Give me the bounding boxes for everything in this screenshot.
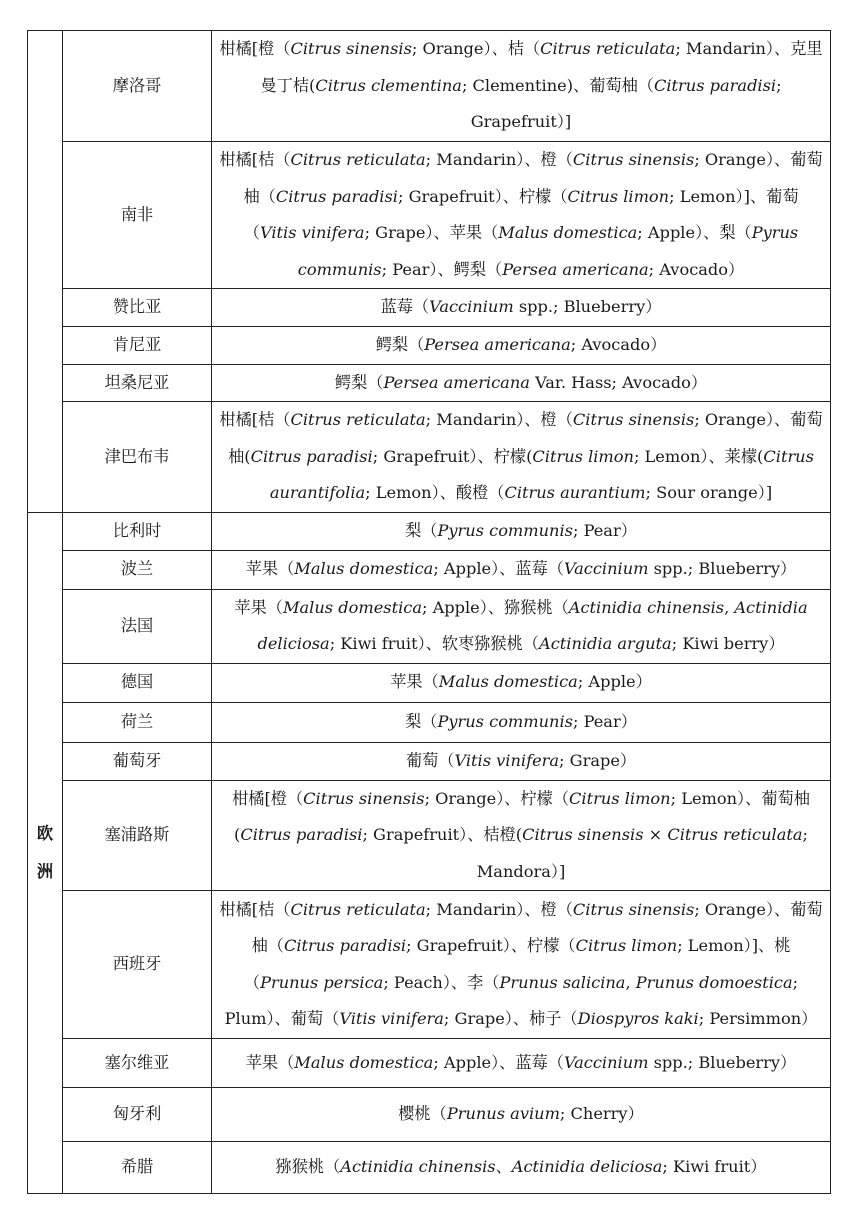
fruit-text: 柑橘[桔（ — [219, 899, 291, 919]
scientific-name: Citrus sinensis — [572, 150, 695, 169]
fruit-text: ; Orange）、桔（ — [411, 39, 541, 59]
region-cell — [28, 512, 63, 1194]
fruit-text: ; Pear）、鳄梨（ — [381, 259, 503, 279]
fruit-text: ; Grapefruit）、桔橙( — [362, 825, 523, 844]
fruit-text: ; Grape） — [559, 750, 637, 770]
scientific-name: Vitis vinifera — [339, 1009, 444, 1028]
country-cell: 西班牙 — [63, 891, 212, 1039]
fruit-text: ; Pear） — [572, 711, 637, 731]
table-row — [28, 327, 831, 365]
scientific-name: Citrus sinensis — [572, 899, 695, 919]
scientific-name: Citrus clementina — [315, 75, 462, 95]
scientific-name: Vitis vinifera — [259, 223, 365, 242]
table-row — [28, 364, 831, 402]
fruit-text: ; Lemon）]、葡萄（ — [243, 186, 799, 242]
fruit-text: ; Orange）、葡萄柚（ — [251, 899, 823, 955]
fruit-text: ; Persimmon） — [698, 1009, 818, 1028]
fruit-text: , — [625, 972, 636, 992]
fruit-text: ; Apple）、梨（ — [637, 223, 752, 242]
scientific-name: Persea americana — [424, 335, 571, 354]
table-row — [28, 780, 831, 891]
scientific-name: Pyrus communis — [437, 520, 573, 540]
fruit-text: 苹果（ — [390, 672, 439, 692]
fruit-text: 樱桃（ — [398, 1104, 447, 1124]
scientific-name: Persea americana — [383, 372, 530, 392]
fruit-text: ; Sour orange）] — [645, 483, 773, 502]
scientific-name: Actinidia deliciosa — [511, 1157, 663, 1177]
table-row — [28, 1142, 831, 1194]
fruit-text: 蓝莓（ — [380, 297, 430, 317]
fruit-text: spp.; Blueberry） — [648, 559, 797, 579]
country-cell: 匈牙利 — [63, 1088, 212, 1142]
table-row — [28, 550, 831, 589]
country-cell: 波兰 — [63, 550, 212, 589]
fruit-text: ; Plum）、葡萄（ — [224, 972, 799, 1028]
fruit-list-cell — [212, 512, 831, 550]
scientific-name: Vaccinium — [429, 297, 514, 317]
scientific-name: Citrus limon — [567, 186, 670, 206]
fruit-text: ; Mandora）] — [476, 825, 808, 881]
fruit-list-cell — [212, 289, 831, 327]
scientific-name: Diospyros kaki — [577, 1009, 699, 1028]
scientific-name: Citrus limon — [532, 446, 634, 466]
fruit-text: ; Grapefruit）、柠檬（ — [406, 936, 576, 955]
fruit-list-cell — [212, 1088, 831, 1142]
fruit-text: ; Kiwi fruit） — [662, 1157, 767, 1177]
country-cell: 德国 — [63, 663, 212, 702]
fruit-text: ; Lemon）、酸橙（ — [365, 483, 505, 502]
fruit-list-cell — [212, 1142, 831, 1194]
fruit-text: ; Apple）、蓝莓（ — [433, 559, 564, 579]
fruit-text: ; Cherry） — [559, 1104, 644, 1124]
country-cell: 摩洛哥 — [63, 31, 212, 142]
scientific-name: Persea americana — [502, 259, 649, 279]
fruit-text: ; Grapefruit）、柠檬( — [372, 446, 533, 466]
fruit-import-table — [27, 30, 831, 1194]
table-row — [28, 742, 831, 780]
fruit-text: ; Grapefruit）] — [470, 75, 782, 132]
fruit-list-cell — [212, 31, 831, 142]
scientific-name: Prunus avium — [446, 1104, 560, 1124]
fruit-text: ; Mandarin）、克里曼丁桔( — [260, 39, 823, 95]
fruit-text: ; Mandarin）、橙（ — [425, 410, 573, 429]
fruit-text: ; Apple）、猕猴桃（ — [421, 597, 569, 617]
fruit-text: 鳄梨（ — [375, 335, 425, 354]
table-body — [28, 31, 831, 1194]
table-row — [28, 402, 831, 513]
fruit-text: ; Clementine)、葡萄柚（ — [461, 75, 654, 95]
country-cell: 塞尔维亚 — [63, 1039, 212, 1088]
scientific-name: Malus domestica — [294, 1052, 434, 1072]
fruit-text: 鳄梨（ — [334, 372, 384, 392]
scientific-name: Citrus sinensis — [522, 825, 644, 844]
fruit-text: 苹果（ — [234, 597, 283, 617]
fruit-text: Var. Hass; Avocado） — [529, 372, 708, 392]
fruit-list-cell — [212, 364, 831, 402]
country-cell: 荷兰 — [63, 702, 212, 742]
scientific-name: Actinidia arguta — [539, 634, 672, 653]
scientific-name: Malus domestica — [438, 672, 578, 692]
fruit-text: ; Grape）、柿子（ — [443, 1009, 578, 1028]
scientific-name: Citrus paradisi — [653, 75, 777, 95]
table-row — [28, 1088, 831, 1142]
scientific-name: Prunus domoestica — [635, 972, 793, 992]
fruit-text: 柑橘[桔（ — [219, 150, 291, 169]
scientific-name: Citrus aurantium — [504, 483, 646, 502]
fruit-text: ; Peach）、李（ — [383, 972, 500, 992]
fruit-text: × — [643, 825, 668, 844]
fruit-list-cell — [212, 742, 831, 780]
scientific-name: Citrus sinensis — [572, 410, 695, 429]
fruit-text: 苹果（ — [245, 1052, 295, 1072]
fruit-list-cell — [212, 780, 831, 891]
fruit-text: 、 — [495, 1157, 512, 1177]
country-cell: 葡萄牙 — [63, 742, 212, 780]
scientific-name: Citrus paradisi — [240, 825, 363, 844]
scientific-name: Malus domestica — [282, 597, 422, 617]
fruit-text: 柑橘[桔（ — [219, 410, 291, 429]
fruit-text: 苹果（ — [245, 559, 295, 579]
fruit-text: spp.; Blueberry） — [648, 1052, 797, 1072]
fruit-text: ; Avocado） — [648, 259, 745, 279]
fruit-text: ; Mandarin）、橙（ — [425, 150, 573, 169]
scientific-name: Pyrus communis — [437, 711, 573, 731]
table-row — [28, 589, 831, 663]
fruit-text: ; Orange）、葡萄柚( — [228, 410, 823, 466]
country-cell: 法国 — [63, 589, 212, 663]
fruit-text: ; Grapefruit）、柠檬（ — [397, 186, 568, 206]
fruit-text: 柑橘[橙（ — [219, 39, 291, 59]
table-row — [28, 142, 831, 289]
fruit-text: ; Kiwi fruit）、软枣猕猴桃（ — [329, 634, 539, 653]
fruit-list-cell — [212, 550, 831, 589]
table-row — [28, 702, 831, 742]
country-cell: 南非 — [63, 142, 212, 289]
fruit-text: ; Orange）、柠檬（ — [424, 788, 570, 808]
scientific-name: Citrus paradisi — [283, 936, 407, 955]
fruit-text: ; Mandarin）、橙（ — [425, 899, 573, 919]
scientific-name: Citrus reticulata — [290, 899, 426, 919]
fruit-list-cell — [212, 402, 831, 513]
scientific-name: Malus domestica — [294, 559, 434, 579]
fruit-list-cell — [212, 327, 831, 365]
fruit-text: ; Apple） — [577, 672, 652, 692]
scientific-name: Actinidia chinensis — [568, 597, 725, 617]
country-cell: 赞比亚 — [63, 289, 212, 327]
table-row — [28, 289, 831, 327]
scientific-name: Prunus salicina — [499, 972, 626, 992]
fruit-text: ; Lemon）]、桃（ — [243, 936, 791, 992]
fruit-text: ; Kiwi berry） — [671, 634, 785, 653]
scientific-name: Actinidia chinensis — [340, 1157, 496, 1177]
fruit-text: ; Apple）、蓝莓（ — [433, 1052, 564, 1072]
scientific-name: Citrus reticulata — [290, 410, 426, 429]
fruit-text: ; Pear） — [572, 520, 637, 540]
scientific-name: Citrus paradisi — [250, 446, 373, 466]
table-row — [28, 663, 831, 702]
fruit-text: ; Avocado） — [570, 335, 667, 354]
country-cell: 塞浦路斯 — [63, 780, 212, 891]
scientific-name: Vaccinium — [563, 559, 649, 579]
scientific-name: Citrus sinensis — [290, 39, 412, 59]
country-cell: 比利时 — [63, 512, 212, 550]
scientific-name: Prunus persica — [260, 972, 384, 992]
fruit-list-cell — [212, 663, 831, 702]
country-cell: 津巴布韦 — [63, 402, 212, 513]
fruit-text: ; Lemon）、葡萄柚( — [233, 788, 810, 844]
fruit-list-cell — [212, 891, 831, 1039]
country-cell: 肯尼亚 — [63, 327, 212, 365]
scientific-name: Pyrus communis — [297, 223, 799, 279]
scientific-name: Citrus reticulata — [290, 150, 426, 169]
scientific-name: Citrus reticulata — [667, 825, 803, 844]
scientific-name: Malus domestica — [498, 223, 638, 242]
scientific-name: Citrus reticulata — [540, 39, 676, 59]
fruit-list-cell — [212, 1039, 831, 1088]
fruit-text: 柑橘[橙（ — [232, 788, 304, 808]
table-row — [28, 512, 831, 550]
country-cell: 坦桑尼亚 — [63, 364, 212, 402]
fruit-text: spp.; Blueberry） — [513, 297, 662, 317]
scientific-name: Citrus aurantifolia — [269, 446, 814, 502]
fruit-list-cell — [212, 142, 831, 289]
scientific-name: Citrus limon — [575, 936, 678, 955]
scientific-name: Citrus limon — [569, 788, 671, 808]
table-row — [28, 891, 831, 1039]
scientific-name: Citrus paradisi — [275, 186, 398, 206]
table-row — [28, 31, 831, 142]
region-cell — [28, 31, 63, 513]
fruit-text: ; Lemon）、莱檬( — [633, 446, 764, 466]
fruit-text: 猕猴桃（ — [275, 1157, 341, 1177]
scientific-name: Actinidia deliciosa — [257, 597, 808, 653]
fruit-text: ; Orange）、葡萄柚（ — [243, 150, 823, 206]
fruit-list-cell — [212, 589, 831, 663]
fruit-text: ; Grape）、苹果（ — [364, 223, 499, 242]
region-label: 欧洲 — [36, 823, 54, 881]
fruit-list-cell — [212, 702, 831, 742]
scientific-name: Citrus sinensis — [303, 788, 425, 808]
fruit-text: , — [724, 597, 735, 617]
fruit-text: 葡萄（ — [405, 750, 455, 770]
scientific-name: Vaccinium — [563, 1052, 649, 1072]
fruit-text: 梨（ — [405, 711, 438, 731]
scientific-name: Vitis vinifera — [454, 750, 560, 770]
fruit-text: 梨（ — [405, 520, 438, 540]
table-row — [28, 1039, 831, 1088]
country-cell: 希腊 — [63, 1142, 212, 1194]
